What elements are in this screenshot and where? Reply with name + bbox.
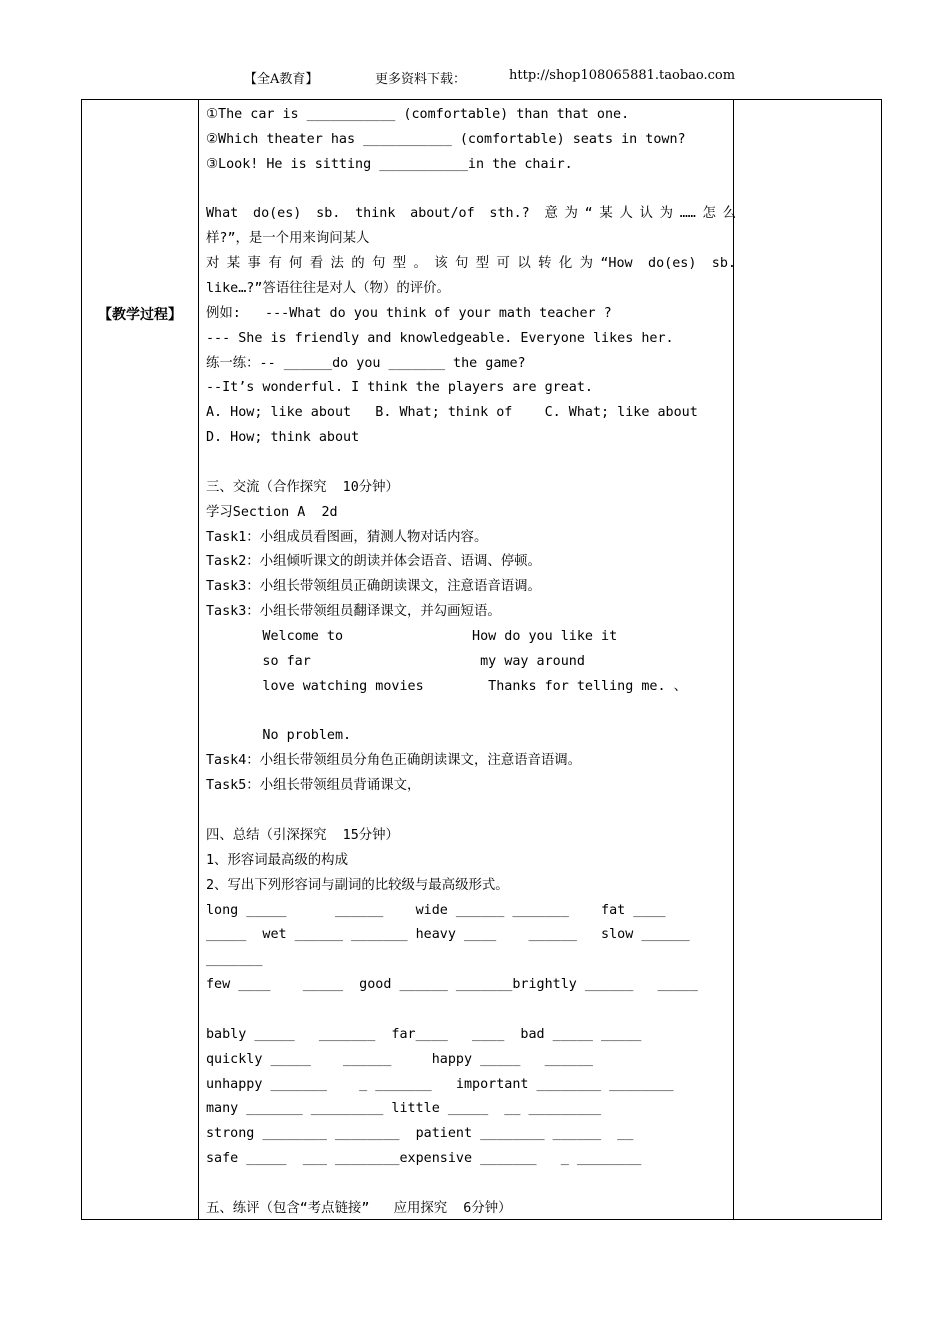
- content-line: strong ________ ________ patient ________ ______ __: [206, 1126, 634, 1142]
- page-header: [0, 68, 950, 88]
- content-line: ②Which theater has ___________ (comfortable) seats in town?: [206, 131, 686, 147]
- header-url[interactable]: http://shop108065881.taobao.com: [509, 68, 736, 83]
- table-divider-left: [198, 100, 199, 1219]
- content-line: [206, 178, 736, 203]
- content-line: Task3：小组长带领组员翻译课文，并勾画短语。: [206, 604, 501, 620]
- content-line: 学习Section A 2d: [206, 504, 338, 520]
- content-line: Task1：小组成员看图画，猜测人物对话内容。: [206, 529, 488, 545]
- content-line: 四、总结（引深探究 15分钟）: [206, 827, 399, 843]
- lesson-table: [81, 99, 882, 1220]
- content-line: 1、形容词最高级的构成: [206, 852, 348, 868]
- content-line: [206, 799, 736, 824]
- content-line: 例如: ---What do you think of your math teacher ?: [206, 305, 612, 321]
- header-brand: 【全A教育】: [244, 72, 319, 87]
- content-line: --- She is friendly and knowledgeable. Everyone likes her.: [206, 330, 674, 346]
- content-line: Task3：小组长带领组员正确朗读课文，注意语音语调。: [206, 579, 541, 595]
- content-line: What do(es) sb. think about/of sth.? 意为“某人认为……怎么: [206, 206, 736, 222]
- content-line: long _____ ______ wide ______ _______ fat ____: [206, 902, 666, 918]
- content-line: many _______ _________ little _____ __ _________: [206, 1101, 602, 1117]
- section-label: 【教学过程】: [98, 307, 182, 323]
- content-line: safe _____ ___ ________expensive _______ _ ________: [206, 1151, 642, 1167]
- content-line: like…?”答语往往是对人（物）的评价。: [206, 281, 450, 297]
- content-line: 三、交流（合作探究 10分钟）: [206, 479, 399, 495]
- content-line: Welcome to How do you like it: [206, 629, 618, 645]
- content-line: D. How; think about: [206, 430, 360, 446]
- content-line: 练一练：-- ______do you _______ the game?: [206, 355, 526, 371]
- content-line: so far my way around: [206, 653, 585, 669]
- content-line: [206, 700, 736, 725]
- content-line: [206, 451, 736, 476]
- content-line: [206, 1172, 736, 1197]
- content-line: quickly _____ ______ happy _____ ______: [206, 1051, 593, 1067]
- lesson-content: [206, 103, 736, 1222]
- content-line: 样?”，是一个用来询问某人: [206, 231, 370, 247]
- content-line: Task2：小组倾听课文的朗读并体会语音、语调、停顿。: [206, 554, 541, 570]
- content-line: Task4：小组长带领组员分角色正确朗读课文，注意语音语调。: [206, 753, 582, 769]
- content-line: --It’s wonderful. I think the players are great.: [206, 380, 593, 396]
- content-line: 对某事有何看法的句型。该句型可以转化为“How do(es) sb.: [206, 256, 736, 272]
- content-line: love watching movies Thanks for telling me. 、: [206, 678, 687, 694]
- content-line: unhappy _______ _ _______ important ________ ________: [206, 1076, 674, 1092]
- content-line: 2、写出下列形容词与副词的比较级与最高级形式。: [206, 877, 509, 893]
- content-line: _____ wet ______ _______ heavy ____ ______ slow ______: [206, 927, 690, 943]
- content-line: few ____ _____ good ______ _______brightly ______ _____: [206, 977, 698, 993]
- content-line: _______: [206, 952, 263, 968]
- header-more-label: 更多资料下载：: [375, 72, 467, 87]
- content-line: A. How; like about B. What; think of C. What; like about: [206, 405, 698, 421]
- content-line: bably _____ _______ far____ ____ bad _____ _____: [206, 1026, 642, 1042]
- content-line: [206, 998, 736, 1023]
- content-line: Task5：小组长带领组员背诵课文，: [206, 778, 421, 794]
- content-line: 五、练评（包含“考点链接” 应用探究 6分钟）: [206, 1200, 512, 1216]
- content-line: ③Look! He is sitting ___________in the chair.: [206, 156, 573, 172]
- content-line: ①The car is ___________ (comfortable) than that one.: [206, 107, 630, 122]
- content-line: No problem.: [206, 728, 352, 744]
